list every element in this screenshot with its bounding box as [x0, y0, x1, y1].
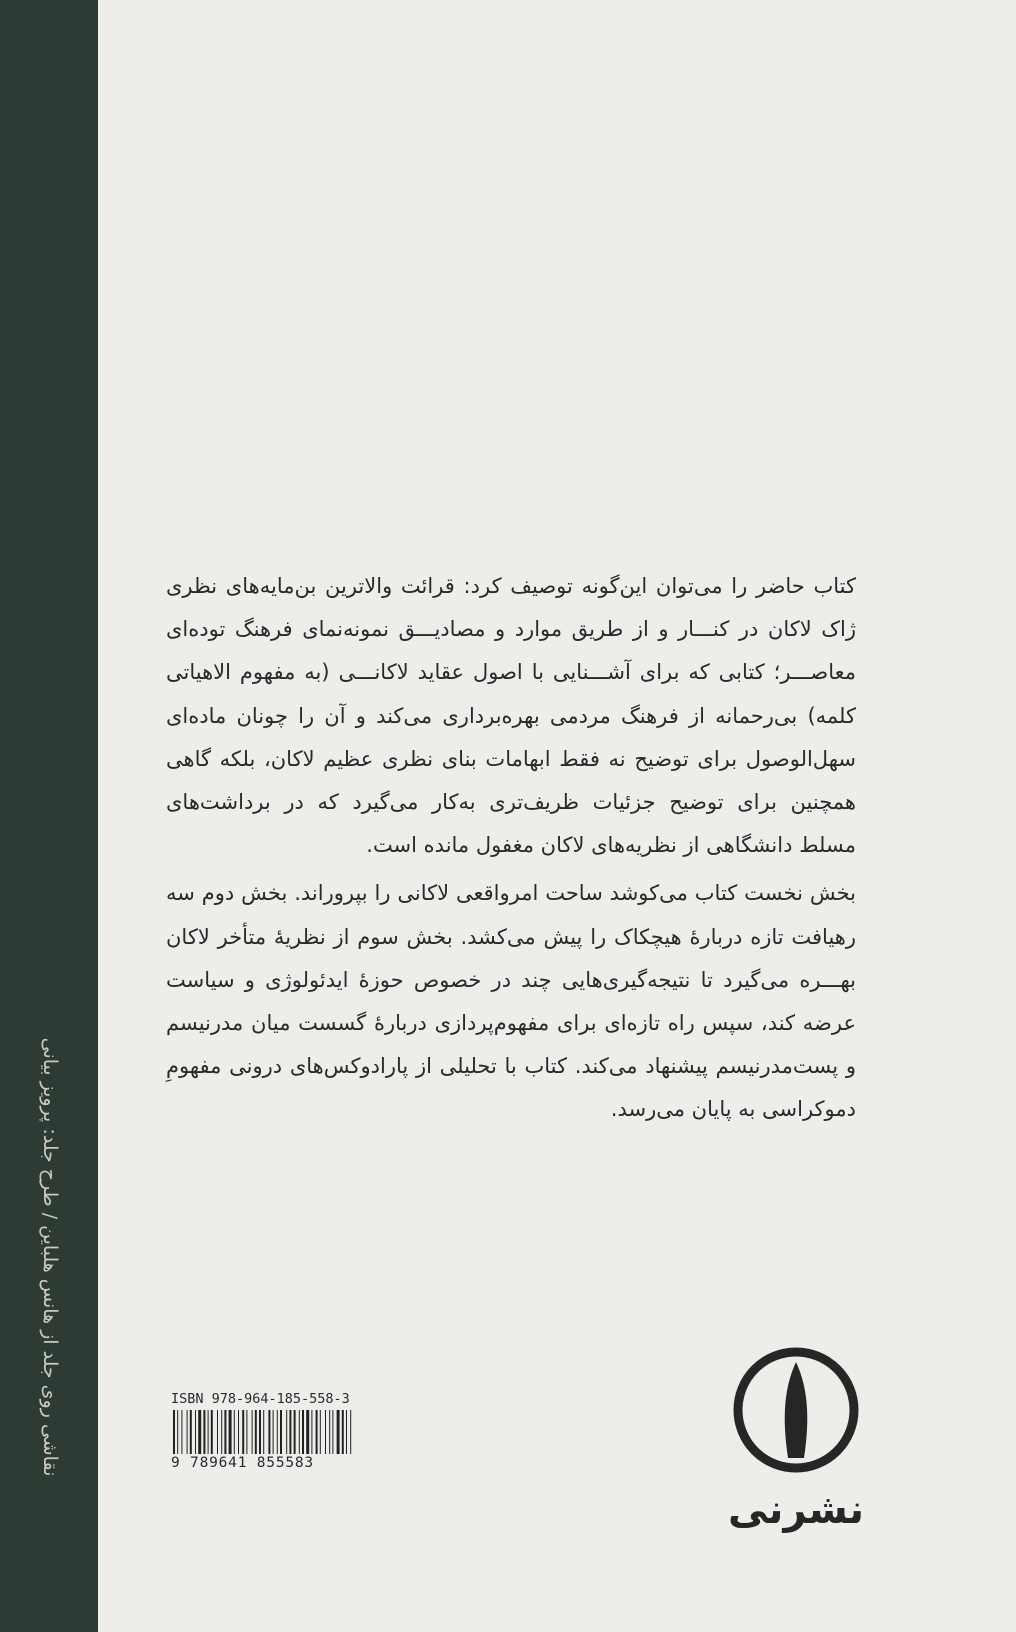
cover-credit: نقاشی روی جلد از هانس هلباین / طرح جلد: پرویز بیانی: [39, 1037, 61, 1477]
blurb-paragraph-2: بخش نخست کتاب می‌کوشد ساحت امرواقعی لاکانی را بپروراند. بخش دوم سه رهیافت تازه دربارهٔ هیچکاک را پیش می‌کشد. بخش سوم از نظریهٔ متأخر لاکان بهـــره می‌گیرد تا نتیجه‌گیری‌هایی چند در خصوص حوزهٔ ایدئولوژی و سیاست عرضه کند، سپس راه تازه‌ای برای مفهوم‌پردازی دربارهٔ گسست میان مدرنیسم و پست‌مدرنیسم پیشنهاد می‌کند. کتاب با تحلیلی از پارادوکس‌های درونی مفهومِ دموکراسی به پایان می‌رسد.: [166, 881, 856, 1122]
isbn-label: ISBN 978-964-185-558-3: [171, 1391, 350, 1407]
barcode-digits: 9 789641 855583: [171, 1455, 314, 1471]
isbn-block: [171, 1390, 357, 1472]
publisher-name: نشرنی: [727, 1487, 865, 1533]
barcode-icon: [171, 1410, 357, 1454]
blurb-paragraph-1: کتاب حاضر را می‌توان این‌گونه توصیف کرد: قرائت والاترین بن‌مایه‌های نظری ژاک لاکان در کنـــار و از طریق موارد و مصادیـــق نمونه‌نمای فرهنگ توده‌ای معاصـــر؛ کتابی که برای آشـــنایی با اصول عقاید لاکانـــی (به مفهوم الاهیاتی کلمه) بی‌رحمانه از فرهنگ مردمی بهره‌برداری می‌کند و آن را چونان ماده‌ای سهل‌الوصول برای توضیح نه فقط ابهامات بنای نظری عظیم لاکان، بلکه گاهی همچنین برای توضیح جزئیات ظریف‌تری به‌کار می‌گیرد که در برداشت‌های مسلط دانشگاهی از نظریه‌های لاکان مغفول مانده است.: [166, 574, 856, 858]
book-spine: [0, 0, 98, 1632]
back-cover-blurb: [166, 565, 856, 1132]
